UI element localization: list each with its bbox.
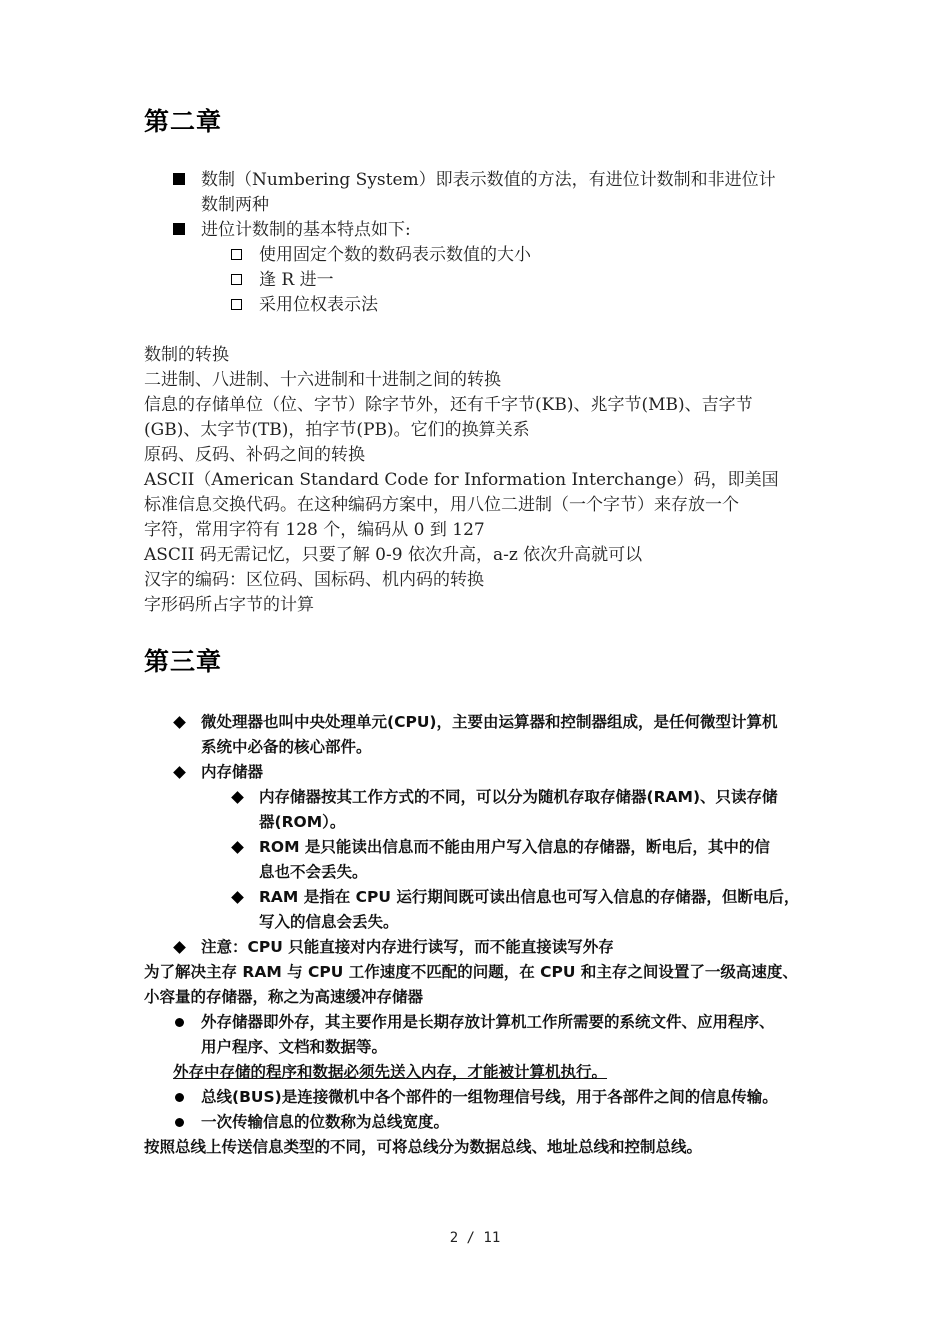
sub-list-item: 采用位权表示法 — [259, 295, 378, 315]
sub-list-item-continuation: 写入的信息会丢失。 — [259, 913, 399, 931]
sub-list-item: RAM 是指在 CPU 运行期间既可读出信息也可写入信息的存储器，但断电后， — [259, 888, 800, 906]
sub-list-item: ROM 是只能读出信息而不能由用户写入信息的存储器，断电后，其中的信 — [259, 838, 770, 856]
round-bullet-icon — [175, 1085, 184, 1110]
list-item: 进位计数制的基本特点如下: — [201, 220, 411, 240]
filled-square-bullet-icon — [173, 168, 185, 193]
sub-list-item-continuation: 器(ROM）。 — [259, 813, 346, 831]
list-item: 一次传输信息的位数称为总线宽度。 — [201, 1113, 450, 1131]
paragraph-line: 标准信息交换代码。在这种编码方案中，用八位二进制（一个字节）来存放一个 — [144, 495, 739, 515]
diamond-bullet-icon — [175, 935, 184, 960]
diamond-bullet-icon — [233, 785, 242, 810]
paragraph-line: 按照总线上传送信息类型的不同，可将总线分为数据总线、地址总线和控制总线。 — [144, 1138, 703, 1156]
paragraph-line: 小容量的存储器，称之为高速缓冲存储器 — [144, 988, 424, 1006]
paragraph-line: (GB)、太字节(TB)，拍字节(PB)。它们的换算关系 — [144, 420, 530, 440]
round-bullet-icon — [175, 1010, 184, 1035]
sub-list-item: 使用固定个数的数码表示数值的大小 — [259, 245, 531, 265]
sub-list-item: 内存储器按其工作方式的不同，可以分为随机存取存储器(RAM)、只读存储 — [259, 788, 778, 806]
chapter-2-title: 第二章 — [144, 107, 223, 136]
diamond-bullet-icon — [233, 835, 242, 860]
paragraph-line: 信息的存储单位（位、字节）除字节外，还有千字节(KB)、兆字节(MB)、吉字节 — [144, 395, 753, 415]
paragraph-line: 二进制、八进制、十六进制和十进制之间的转换 — [144, 370, 501, 390]
paragraph-line: 字符，常用字符有 128 个，编码从 0 到 127 — [144, 520, 485, 540]
list-item: 微处理器也叫中央处理单元(CPU)，主要由运算器和控制器组成，是任何微型计算机 — [201, 713, 778, 731]
paragraph-line: 字形码所占字节的计算 — [144, 595, 314, 615]
sub-list-item-continuation: 息也不会丢失。 — [259, 863, 368, 881]
list-item: 数制（Numbering System）即表示数值的方法，有进位计数制和非进位计 — [201, 170, 776, 190]
paragraph-line: ASCII（American Standard Code for Information Interchange）码，即美国 — [144, 470, 779, 490]
diamond-bullet-icon — [233, 885, 242, 910]
filled-square-bullet-icon — [173, 218, 185, 243]
diamond-bullet-icon — [175, 710, 184, 735]
empty-square-bullet-icon — [231, 293, 242, 318]
paragraph-line: 数制的转换 — [144, 345, 229, 365]
paragraph-line: 汉字的编码：区位码、国标码、机内码的转换 — [144, 570, 484, 590]
list-item: 外存储器即外存，其主要作用是长期存放计算机工作所需要的系统文件、应用程序、 — [201, 1013, 775, 1031]
list-item: 总线(BUS)是连接微机中各个部件的一组物理信号线，用于各部件之间的信息传输。 — [201, 1088, 778, 1106]
paragraph-line: 为了解决主存 RAM 与 CPU 工作速度不匹配的问题，在 CPU 和主存之间设置了一级高速度、 — [144, 963, 798, 981]
page-indicator: 2 / 11 — [449, 1230, 501, 1246]
empty-square-bullet-icon — [231, 243, 242, 268]
sub-list-item: 逢 R 进一 — [259, 270, 334, 290]
list-item-continuation: 用户程序、文档和数据等。 — [201, 1038, 388, 1056]
list-item-continuation: 系统中必备的核心部件。 — [201, 738, 372, 756]
list-item: 注意：CPU 只能直接对内存进行读写，而不能直接读写外存 — [201, 938, 614, 956]
round-bullet-icon — [175, 1110, 184, 1135]
empty-square-bullet-icon — [231, 268, 242, 293]
chapter-3-title: 第三章 — [144, 647, 223, 676]
list-item-continuation: 数制两种 — [201, 195, 269, 215]
paragraph-line: ASCII 码无需记忆，只要了解 0-9 依次升高，a-z 依次升高就可以 — [144, 545, 643, 565]
diamond-bullet-icon — [175, 760, 184, 785]
paragraph-line: 原码、反码、补码之间的转换 — [144, 445, 365, 465]
list-item: 内存储器 — [201, 763, 264, 781]
underlined-note: 外存中存储的程序和数据必须先送入内存，才能被计算机执行。 — [173, 1063, 608, 1081]
